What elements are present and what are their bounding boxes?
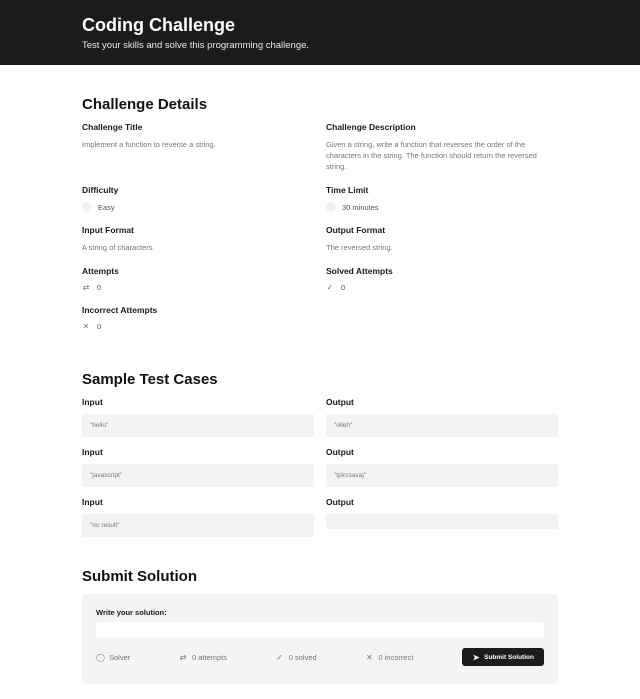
challenge-description-label: Challenge Description xyxy=(326,122,416,132)
attempts-field xyxy=(82,266,326,292)
challenge-details-heading: Challenge Details xyxy=(82,96,208,113)
solver-label: Solver xyxy=(109,652,131,662)
time-limit-field xyxy=(326,185,558,212)
test-output-label: Output xyxy=(326,497,354,507)
clock-icon xyxy=(326,202,336,212)
challenge-description-field xyxy=(326,122,558,172)
attempts-value: 0 xyxy=(97,283,102,292)
incorrect-attempts-label: Incorrect Attempts xyxy=(82,305,158,315)
test-case-output-cell xyxy=(326,497,558,537)
test-output-value: "tpircsavaj" xyxy=(326,464,558,487)
page-header xyxy=(0,0,640,65)
check-icon: ✓ xyxy=(276,652,284,662)
submit-footer xyxy=(96,648,544,666)
incorrect-meta xyxy=(365,653,413,662)
main-content xyxy=(0,96,640,684)
challenge-title-value: Implement a function to reverse a string. xyxy=(82,140,216,149)
submit-button-label: Submit Solution xyxy=(484,653,534,661)
page-subtitle: Test your skills and solve this programming challenge. xyxy=(82,40,310,51)
challenge-description-value: Given a string, write a function that reverses the order of the characters in the string. The function should return the reversed string. xyxy=(326,140,537,171)
challenge-details-grid xyxy=(82,122,558,344)
difficulty-label: Difficulty xyxy=(82,185,119,195)
test-output-label: Output xyxy=(326,447,354,457)
x-icon: ✕ xyxy=(366,652,373,662)
test-input-label: Input xyxy=(82,447,103,457)
attempts-meta xyxy=(179,653,227,662)
solved-attempts-row xyxy=(326,283,558,292)
difficulty-field xyxy=(82,185,326,212)
test-case-input-cell xyxy=(82,397,326,437)
input-format-field xyxy=(82,225,326,253)
solution-input[interactable] xyxy=(96,622,544,637)
test-case-input-cell xyxy=(82,497,326,537)
user-icon: ◯ xyxy=(96,652,105,662)
difficulty-row xyxy=(82,202,326,212)
challenge-title-label: Challenge Title xyxy=(82,122,143,132)
test-cases-list xyxy=(82,397,558,537)
repeat-icon: ⇄ xyxy=(179,652,187,662)
attempts-count: 0 attempts xyxy=(191,652,228,662)
test-case-row xyxy=(82,447,558,487)
test-output-value: "olleh" xyxy=(326,414,558,437)
send-icon: ➤ xyxy=(472,652,480,662)
solver-meta xyxy=(96,653,130,662)
input-format-value: A string of characters. xyxy=(82,243,155,252)
test-case-output-cell xyxy=(326,397,558,437)
output-format-label: Output Format xyxy=(326,225,386,235)
test-input-value: "javascript" xyxy=(82,464,314,487)
time-limit-value: 30 minutes xyxy=(342,202,379,212)
test-input-value: "hello" xyxy=(82,414,314,437)
incorrect-attempts-value: 0 xyxy=(97,322,102,331)
time-limit-row xyxy=(326,202,558,212)
attempts-label: Attempts xyxy=(82,266,119,276)
test-input-label: Input xyxy=(82,397,103,407)
difficulty-indicator-icon xyxy=(82,202,92,212)
test-case-input-cell xyxy=(82,447,326,487)
test-output-label: Output xyxy=(326,397,354,407)
test-case-row xyxy=(82,497,558,537)
check-icon: ✓ xyxy=(326,283,334,292)
solved-attempts-field xyxy=(326,266,558,292)
challenge-title-field xyxy=(82,122,326,172)
attempts-row xyxy=(82,283,326,292)
test-output-value xyxy=(326,514,558,529)
solved-attempts-value: 0 xyxy=(341,283,346,292)
submit-solution-button[interactable] xyxy=(462,648,544,666)
test-case-output-cell xyxy=(326,447,558,487)
sample-test-cases-heading: Sample Test Cases xyxy=(82,371,218,388)
repeat-icon: ⇄ xyxy=(82,283,90,292)
output-format-field xyxy=(326,225,558,253)
incorrect-attempts-row xyxy=(82,322,326,331)
submit-solution-heading: Submit Solution xyxy=(82,568,197,585)
x-icon: ✕ xyxy=(82,322,90,331)
incorrect-count: 0 incorrect xyxy=(378,652,414,662)
test-input-label: Input xyxy=(82,497,103,507)
test-case-row xyxy=(82,397,558,437)
submit-solution-card xyxy=(82,594,558,684)
test-input-value: "no result" xyxy=(82,514,314,537)
incorrect-attempts-field xyxy=(82,305,326,331)
input-format-label: Input Format xyxy=(82,225,134,235)
page-title: Coding Challenge xyxy=(82,15,235,35)
difficulty-value: Easy xyxy=(98,202,115,212)
solved-count: 0 solved xyxy=(288,652,317,662)
time-limit-label: Time Limit xyxy=(326,185,369,195)
output-format-value: The reversed string. xyxy=(326,243,393,252)
solved-attempts-label: Solved Attempts xyxy=(326,266,393,276)
solved-meta xyxy=(276,653,317,662)
solution-label: Write your solution: xyxy=(96,608,167,617)
